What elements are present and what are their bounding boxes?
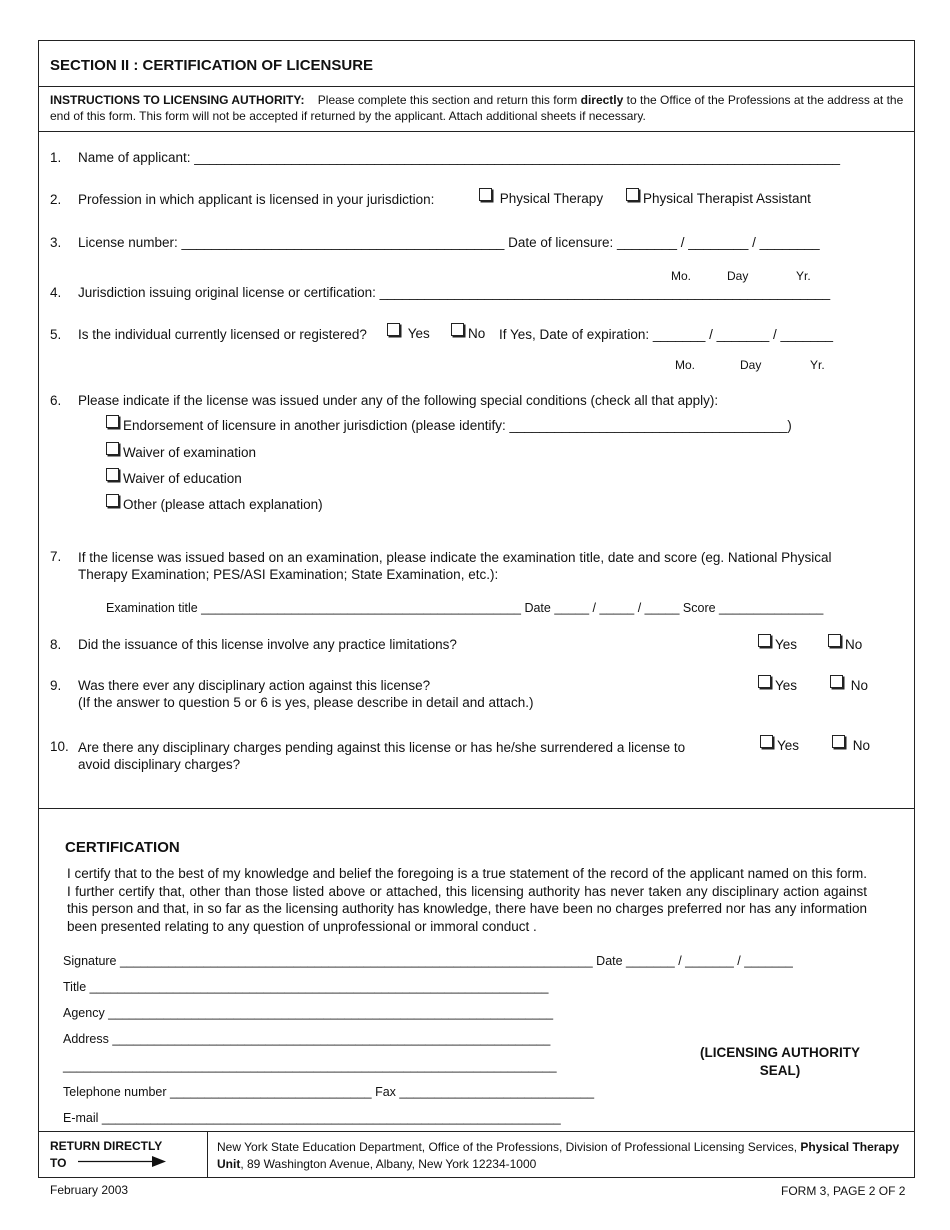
checkbox-icon (106, 442, 119, 455)
question-number: 7. (50, 549, 62, 564)
option-label: No (468, 326, 486, 341)
seal-label-line2: SEAL) (759, 1063, 801, 1078)
checkbox-icon (830, 675, 843, 688)
question-text: Was there ever any disciplinary action against this license? (78, 678, 431, 693)
return-address-bold: Therapy Unit (217, 1140, 900, 1171)
checkbox-yes[interactable] (758, 634, 797, 652)
checkbox-icon (758, 675, 771, 688)
option-label: Other (please attach explanation) (123, 497, 323, 512)
year-label: Yr. (796, 269, 811, 283)
checkbox-endorsement[interactable] (106, 415, 792, 433)
title-field[interactable]: Title __________________________________________________________________ (63, 980, 549, 994)
checkbox-icon (828, 634, 841, 647)
option-label: Waiver of examination (123, 445, 257, 460)
checkbox-icon (451, 323, 464, 336)
option-label: Physical Therapy (499, 191, 604, 206)
footer-form-id: FORM 3, PAGE 2 OF 2 (781, 1184, 906, 1198)
question-note: (If the answer to question 5 or 6 is yes, please describe in detail and attach.) (78, 695, 534, 710)
jurisdiction-field[interactable]: Jurisdiction issuing original license or certification: ____________________________________________________________ (78, 285, 831, 300)
option-label: Yes (777, 738, 800, 753)
question-text: Please indicate if the license was issued under any of the following special conditions (check all that apply): (78, 393, 719, 408)
option-label: Yes (407, 326, 430, 341)
telephone-fax-field[interactable]: Telephone number _____________________________ Fax ____________________________ (63, 1085, 595, 1099)
address-field[interactable]: Address _______________________________________________________________ (63, 1032, 551, 1046)
question-number: 4. (50, 285, 62, 300)
footer-date: February 2003 (50, 1183, 129, 1197)
instructions (50, 93, 905, 124)
checkbox-icon (626, 188, 639, 201)
return-address-bold: Physical (800, 1140, 850, 1154)
divider (38, 1131, 915, 1132)
question-text: Did the issuance of this license involve any practice limitations? (78, 637, 457, 652)
checkbox-icon (106, 468, 119, 481)
applicant-name-field[interactable]: Name of applicant: ______________________________________________________________________________________ (78, 150, 841, 165)
return-address (217, 1139, 907, 1173)
email-field[interactable]: E-mail __________________________________________________________________ (63, 1111, 561, 1125)
expiration-date-field[interactable]: If Yes, Date of expiration: _______ / _______ / _______ (499, 327, 834, 342)
option-label: Endorsement of licensure in another jurisdiction (please identify: _____________________________________) (123, 418, 792, 433)
checkbox-icon (387, 323, 400, 336)
instructions-text: Please complete this section and return this form (317, 93, 578, 107)
option-label: Waiver of education (123, 471, 242, 486)
return-address-text: New York State Education Department, Office of the Professions, Division of Professional Licensing Services, (217, 1140, 798, 1154)
divider (38, 86, 915, 87)
checkbox-yes[interactable] (758, 675, 797, 693)
certification-heading: CERTIFICATION (65, 839, 180, 856)
day-label: Day (727, 269, 749, 283)
question-text: Is the individual currently licensed or registered? (78, 327, 367, 342)
agency-field[interactable]: Agency ________________________________________________________________ (63, 1006, 554, 1020)
question-number: 2. (50, 192, 62, 207)
question-number: 3. (50, 235, 62, 250)
checkbox-waiver-education[interactable] (106, 468, 242, 486)
return-label: RETURN DIRECTLY (50, 1139, 163, 1153)
checkbox-icon (106, 494, 119, 507)
option-label: No (850, 678, 869, 693)
month-label: Mo. (671, 269, 692, 283)
checkbox-icon (106, 415, 119, 428)
option-label: Yes (775, 637, 798, 652)
instructions-text-2: to the Office of the Professions at the address at the end of this form. This form will not be accepted if returned by the applicant. Attach additional sheets if necessary. (50, 93, 904, 123)
option-label: Physical Therapist Assistant (643, 191, 811, 206)
seal-label-line1: (LICENSING AUTHORITY (700, 1045, 860, 1060)
certification-body: I certify that to the best of my knowledge and belief the foregoing is a true statement of the record of the applicant named on this form. I further certify that, other than those listed above or attached, this licensing authority has never taken any disciplinary action against this person and that, in so far as the licensing authority has knowledge, there have been no charges preferred nor has any information been presented relating to any question of unprofessional or immoral conduct . (67, 866, 867, 934)
question-number: 6. (50, 393, 62, 408)
checkbox-yes[interactable] (760, 735, 799, 753)
checkbox-icon (760, 735, 773, 748)
divider (38, 808, 915, 809)
checkbox-icon (832, 735, 845, 748)
checkbox-no[interactable] (832, 735, 870, 753)
section-title: SECTION II : CERTIFICATION OF LICENSURE (50, 57, 374, 74)
checkbox-physical-therapy[interactable] (479, 188, 603, 206)
checkbox-waiver-exam[interactable] (106, 442, 256, 460)
checkbox-no[interactable] (828, 634, 862, 652)
checkbox-icon (479, 188, 492, 201)
checkbox-other[interactable] (106, 494, 323, 512)
question-number: 5. (50, 327, 62, 342)
instructions-label: INSTRUCTIONS TO LICENSING AUTHORITY: (50, 93, 305, 107)
address-field-line2[interactable]: _______________________________________________________________________ (63, 1059, 557, 1073)
month-label: Mo. (675, 358, 696, 372)
instructions-bold: directly (580, 93, 624, 107)
checkbox-icon (758, 634, 771, 647)
arrow-right-icon (78, 1155, 168, 1168)
checkbox-pt-assistant[interactable] (626, 188, 811, 206)
divider (207, 1131, 208, 1177)
checkbox-no[interactable] (451, 323, 485, 341)
option-label: Yes (775, 678, 798, 693)
day-label: Day (740, 358, 762, 372)
option-label: No (845, 637, 863, 652)
question-number: 1. (50, 150, 62, 165)
examination-field[interactable]: Examination title ______________________________________________ Date _____ / _____ / _____ Score _______________ (106, 601, 824, 615)
question-text: Are there any disciplinary charges pending against this license or has he/she surrendered a license to avoid disciplinary charges? (78, 740, 686, 772)
checkbox-no[interactable] (830, 675, 868, 693)
question-text: If the license was issued based on an examination, please indicate the examination title, date and score (eg. National Physical Therapy Examination; PES/ASI Examination; State Examination, etc.): (78, 550, 832, 582)
question-number: 9. (50, 678, 62, 693)
option-label: No (852, 738, 871, 753)
year-label: Yr. (810, 358, 825, 372)
divider (38, 131, 915, 132)
return-address-rest: , 89 Washington Avenue, Albany, New York 12234-1000 (240, 1157, 537, 1171)
license-number-field[interactable]: License number: ___________________________________________ Date of licensure: ________ / ________ / ________ (78, 235, 820, 250)
signature-field[interactable]: Signature ____________________________________________________________________ Date _______ / _______ / _______ (63, 954, 793, 968)
question-number: 8. (50, 637, 62, 652)
question-number: 10. (50, 739, 69, 754)
question-text: Profession in which applicant is licensed in your jurisdiction: (78, 192, 435, 207)
return-label-to: TO (50, 1156, 67, 1170)
checkbox-yes[interactable] (387, 323, 430, 341)
